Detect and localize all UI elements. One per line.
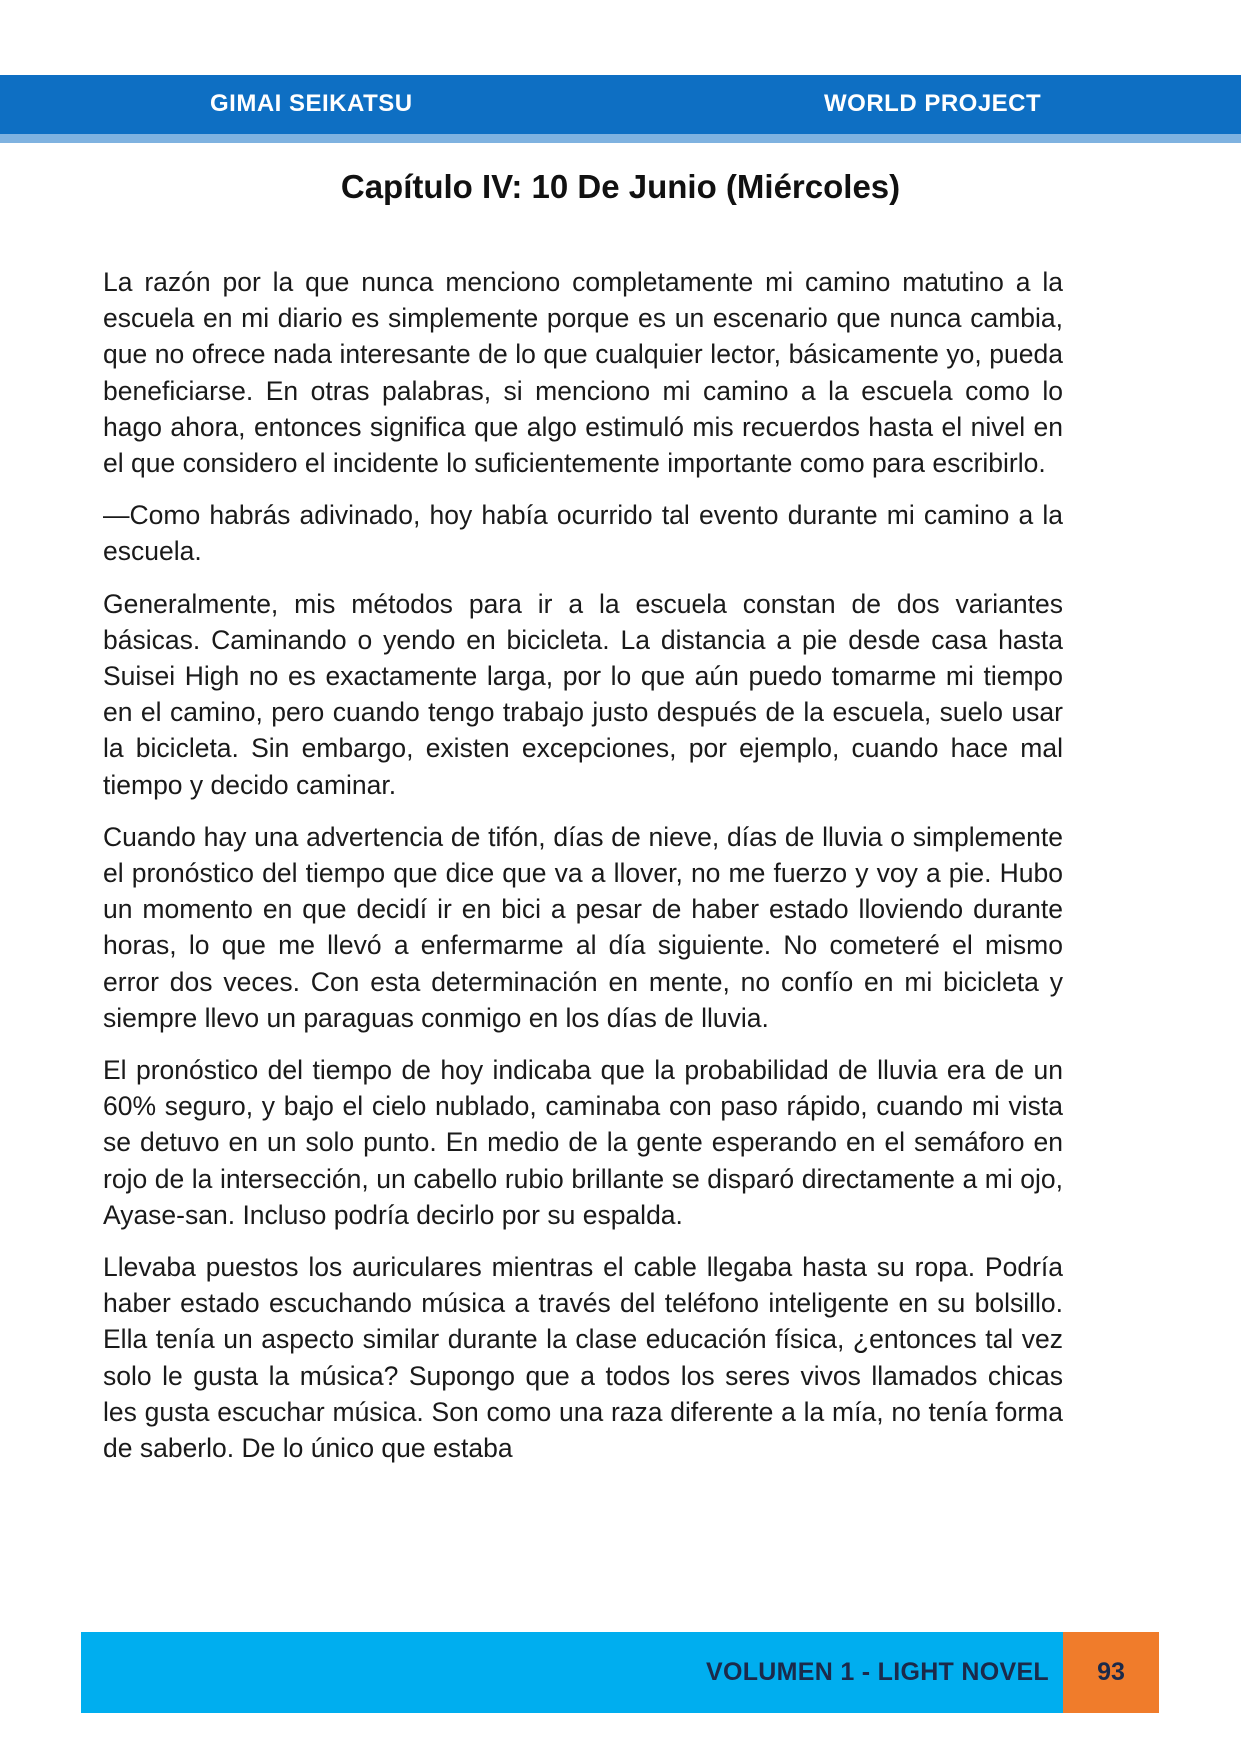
paragraph: Cuando hay una advertencia de tifón, días de nieve, días de lluvia o simplemente el pronóstico del tiempo que dice que va a llover, no me fuerzo y voy a pie. Hubo un momento en que decidí ir en bici a pesar de haber estado lloviendo durante horas, lo que me llevó a enfermarme al día siguiente. No cometeré el mismo error dos veces. Con esta determinación en mente, no confío en mi bicicleta y siempre llevo un paraguas conmigo en los días de lluvia. — [103, 821, 1063, 1033]
page-number: 93 — [1097, 1658, 1125, 1686]
body-text — [103, 264, 1063, 1482]
paragraph: La razón por la que nunca menciono completamente mi camino matutino a la escuela en mi diario es simplemente porque es un escenario que nunca cambia, que no ofrece nada interesante de lo que cualquier lector, básicamente yo, pueda beneficiarse. En otras palabras, si menciono mi camino a la escuela como lo hago ahora, entonces significa que algo estimuló mis recuerdos hasta el nivel en el que considero el incidente lo suficientemente importante como para escribirlo. — [103, 267, 1063, 479]
paragraph: —Como habrás adivinado, hoy había ocurrido tal evento durante mi camino a la escuela. — [103, 500, 1063, 567]
running-footer — [81, 1632, 1063, 1713]
paragraph: Llevaba puestos los auriculares mientras el cable llegaba hasta su ropa. Podría haber estado escuchando música a través del teléfono inteligente en su bolsillo. Ella tenía un aspecto similar durante la clase educación física, ¿entonces tal vez solo le gusta la música? Supongo que a todos los seres vivos llamados chicas les gusta escuchar música. Son como una raza diferente a la mía, no tenía forma de saberlo. De lo único que estaba — [103, 1252, 1063, 1464]
paragraph: Generalmente, mis métodos para ir a la escuela constan de dos variantes básicas. Caminando o yendo en bicicleta. La distancia a pie desde casa hasta Suisei High no es exactamente larga, por lo que aún puedo tomarme mi tiempo en el camino, pero cuando tengo trabajo justo después de la escuela, suelo usar la bicicleta. Sin embargo, existen excepciones, por ejemplo, cuando hace mal tiempo y decido caminar. — [103, 588, 1063, 800]
header-group-name: WORLD PROJECT — [824, 90, 1042, 117]
chapter-title: Capítulo IV: 10 De Junio (Miércoles) — [340, 168, 901, 205]
header-series-title: GIMAI SEIKATSU — [210, 90, 413, 117]
paragraph: El pronóstico del tiempo de hoy indicaba que la probabilidad de lluvia era de un 60% seguro, y bajo el cielo nublado, caminaba con paso rápido, cuando mi vista se detuvo en un solo punto. En medio de la gente esperando en el semáforo en rojo de la intersección, un cabello rubio brillante se disparó directamente a mi ojo, Ayase-san. Incluso podría decirlo por su espalda. — [103, 1055, 1063, 1230]
footer-volume-label: VOLUMEN 1 - LIGHT NOVEL — [705, 1658, 1049, 1686]
page-number-box — [1063, 1632, 1159, 1713]
running-header — [0, 75, 1241, 143]
